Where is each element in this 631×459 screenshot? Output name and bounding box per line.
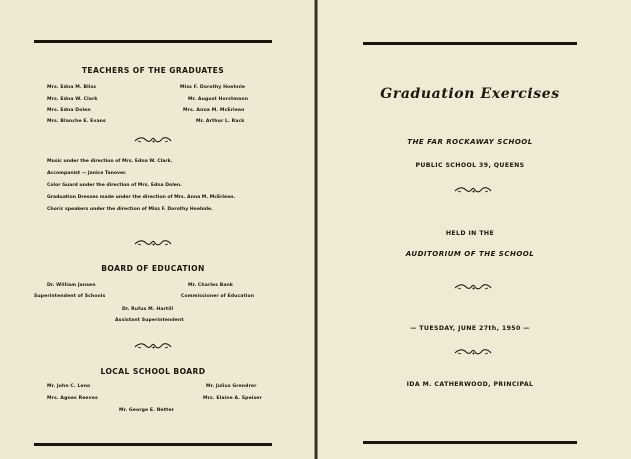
public-school: PUBLIC SCHOOL 39, QUEENS	[415, 162, 525, 169]
teachers-heading: TEACHERS OF THE GRADUATES	[81, 66, 225, 75]
board-member-name: Mr. Charles Bank	[188, 283, 234, 288]
board-member-name: Mr. John C. Leno	[47, 384, 91, 389]
teacher-name: Mrs. Edna Dolen	[47, 108, 91, 113]
ornament-icon	[453, 186, 493, 194]
teacher-name: Mr. Arthur L. Rack	[196, 119, 245, 124]
teacher-name: Mr. August Horstmann	[188, 97, 249, 102]
bottom-rule-left	[34, 443, 272, 446]
principal: IDA M. CATHERWOOD, PRINCIPAL	[406, 381, 534, 388]
board-member-name: Mrs. Elaine A. Speiser	[203, 396, 262, 401]
board-member-name: Mr. Julius Grendrer	[206, 384, 257, 389]
board-member-name: Mrs. Agnes Reeves	[47, 396, 98, 401]
board-member-name: Dr. William Jansen	[47, 283, 96, 288]
board-member-name: Mr. George E. Netter	[119, 408, 175, 413]
ornament-icon	[133, 136, 173, 144]
board-member-title: Assistant Superintendent	[115, 318, 184, 323]
ornament-icon	[133, 342, 173, 350]
credit-line: Choric speakers under the direction of Miss F. Dorothy Hoehnle.	[47, 207, 213, 212]
school-name: THE FAR ROCKAWAY SCHOOL	[407, 138, 533, 146]
teacher-name: Miss F. Dorothy Hoehnle	[180, 85, 246, 90]
teacher-name: Mrs. Anna M. McErlean	[183, 108, 245, 113]
held-in: HELD IN THE	[445, 230, 495, 237]
credit-line: Graduation Dresses made under the direction of Mrs. Anna M. McErlean.	[47, 195, 236, 200]
credit-line: Accompanist — Janice Tanover.	[47, 171, 127, 176]
top-rule-left	[34, 40, 272, 43]
board-of-education-heading: BOARD OF EDUCATION	[101, 264, 205, 273]
teacher-name: Mrs. Edna W. Clark	[47, 97, 98, 102]
right-page	[318, 0, 631, 459]
bottom-rule-right	[363, 441, 577, 444]
board-member-title: Superintendent of Schools	[34, 294, 106, 299]
board-member-name: Dr. Rufus M. Hartill	[122, 307, 174, 312]
ornament-icon	[453, 348, 493, 356]
credit-line: Color Guard under the direction of Mrs. Edna Dolen.	[47, 183, 182, 188]
ornament-icon	[133, 239, 173, 247]
event-date: — TUESDAY, JUNE 27th, 1950 —	[410, 325, 530, 332]
board-member-title: Commissioner of Education	[181, 294, 255, 299]
program-title: Graduation Exercises	[380, 86, 560, 102]
local-school-board-heading: LOCAL SCHOOL BOARD	[100, 367, 206, 376]
ornament-icon	[453, 283, 493, 291]
teacher-name: Mrs. Blanche E. Evans	[47, 119, 106, 124]
auditorium: AUDITORIUM OF THE SCHOOL	[405, 250, 535, 258]
teacher-name: Mrs. Edna M. Bliss	[47, 85, 97, 90]
credit-line: Music under the direction of Mrs. Edna W. Clark.	[47, 159, 173, 164]
top-rule-right	[363, 42, 577, 45]
